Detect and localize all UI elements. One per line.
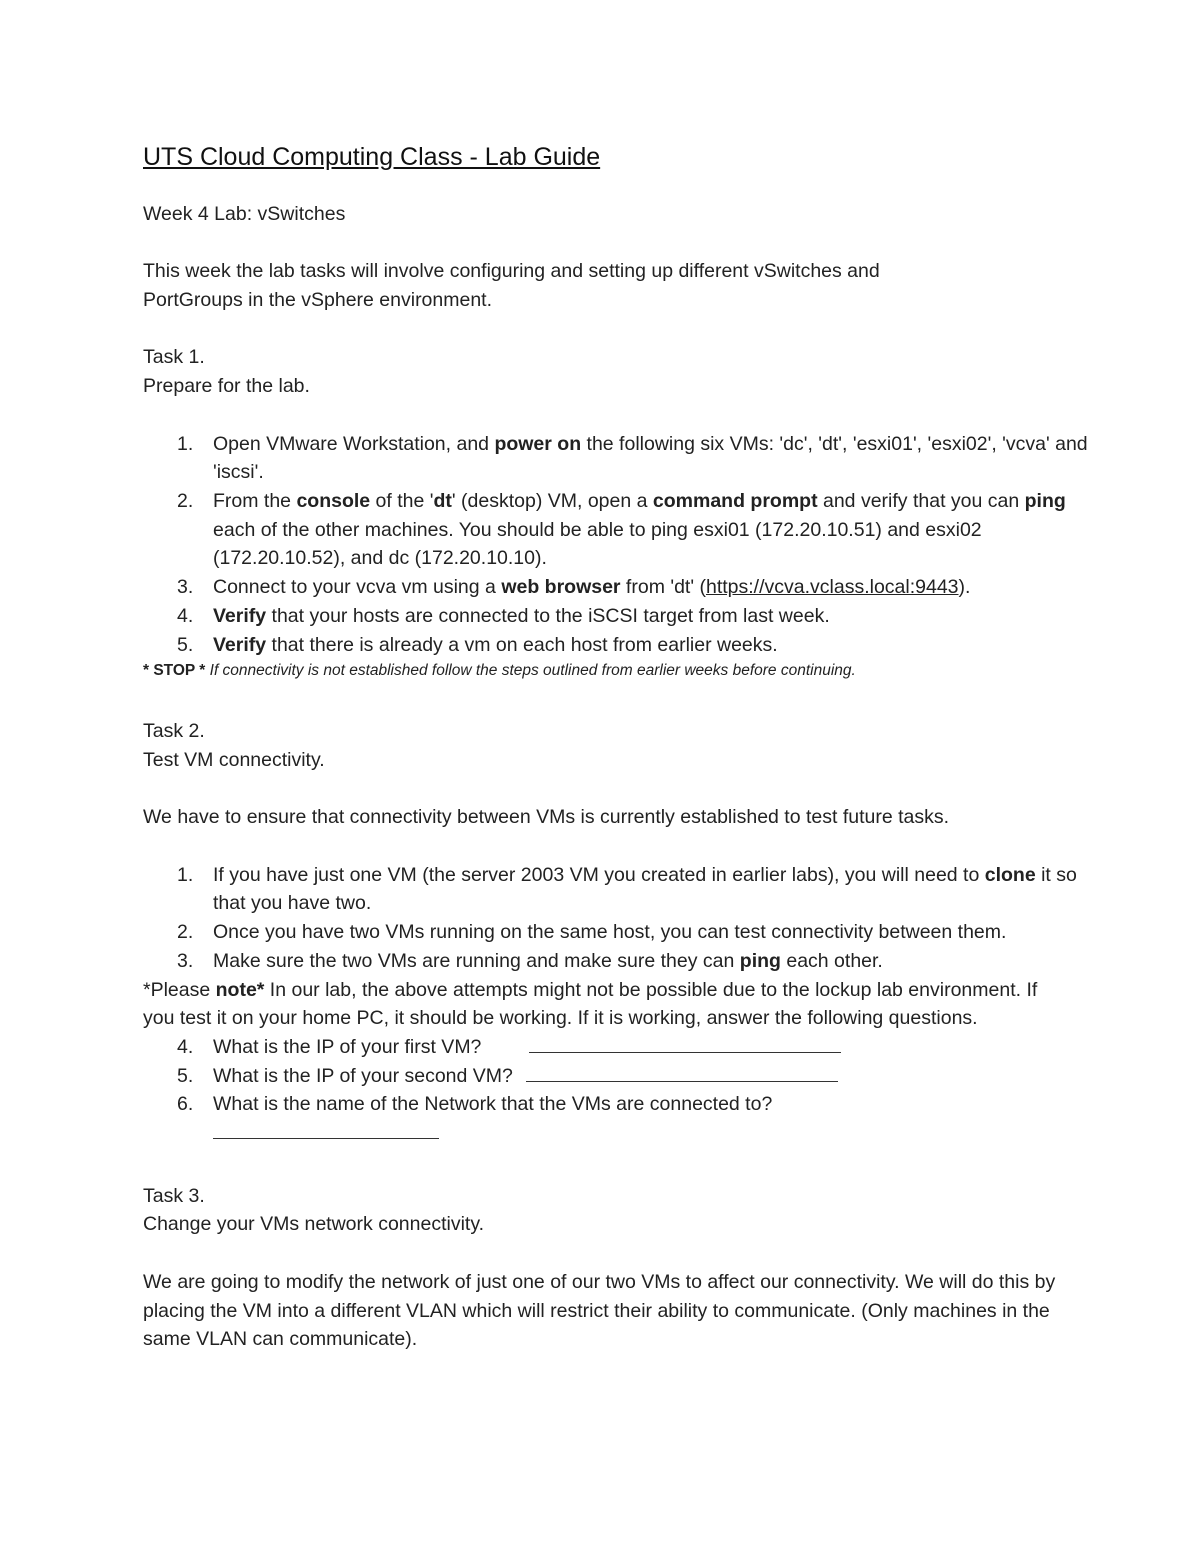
step-text: of the '	[370, 489, 434, 512]
task1-description: Prepare for the lab.	[143, 375, 310, 398]
item-number: 3.	[177, 576, 194, 599]
stop-note	[143, 661, 1103, 681]
answer-blank[interactable]	[526, 1063, 838, 1082]
lab-subtitle: Week 4 Lab: vSwitches	[143, 203, 346, 225]
list-item	[143, 861, 1103, 918]
stop-label: * STOP *	[143, 662, 206, 680]
note-keyword: note*	[215, 978, 265, 1001]
answer-blank[interactable]	[213, 1120, 439, 1139]
step-keyword: dt	[433, 489, 452, 512]
task2-description: Test VM connectivity.	[143, 748, 325, 771]
intro-paragraph: This week the lab tasks will involve configuring and setting up different vSwitches and PortGroups in the vSphere environment.	[143, 260, 880, 312]
step-text: that there is already a vm on each host from earlier weeks.	[266, 633, 778, 656]
task3-description: Change your VMs network connectivity.	[143, 1213, 485, 1236]
question-text: What is the IP of your first VM?	[213, 1035, 482, 1058]
step-keyword: ping	[1024, 489, 1066, 512]
stop-text: If connectivity is not established follow the steps outlined from earlier weeks before continuing.	[205, 662, 856, 680]
step-keyword: ping	[739, 949, 781, 972]
task2-heading: Task 2.	[143, 720, 205, 743]
list-item	[143, 947, 1103, 976]
please-note	[143, 976, 1043, 1033]
step-keyword: Verify	[213, 604, 267, 627]
step-text: from 'dt' (	[620, 576, 706, 599]
step-text: it so that you have two.	[213, 863, 1077, 915]
step-text: the following six VMs: 'dc', 'dt', 'esxi01', 'esxi02', 'vcva' and 'iscsi'.	[213, 432, 1088, 484]
item-number: 4.	[177, 1035, 194, 1058]
document-page	[143, 140, 1103, 1354]
task2-questions	[143, 1033, 1103, 1148]
list-item	[143, 602, 1103, 631]
question-item	[143, 1090, 1103, 1147]
document-title: UTS Cloud Computing Class - Lab Guide	[143, 143, 601, 171]
item-number: 2.	[177, 489, 194, 512]
question-text: What is the name of the Network that the VMs are connected to?	[213, 1093, 773, 1116]
task1-steps	[143, 430, 1103, 660]
question-item	[143, 1062, 1103, 1091]
step-text: ).	[958, 576, 971, 599]
step-text: From the	[213, 489, 297, 512]
item-number: 6.	[177, 1093, 194, 1116]
task3-heading: Task 3.	[143, 1184, 205, 1207]
vcva-link[interactable]: https://vcva.vclass.local:9443	[705, 576, 959, 599]
step-text: that your hosts are connected to the iSCSI target from last week.	[266, 604, 830, 627]
step-text: ' (desktop) VM, open a	[451, 489, 653, 512]
note-text: In our lab, the above attempts might not be possible due to the lockup lab environment. If you test it on your home PC, it should be working. If it is working, answer the following questions.	[143, 978, 1038, 1030]
question-text: What is the IP of your second VM?	[213, 1064, 513, 1087]
item-number: 5.	[177, 633, 194, 656]
task1-heading: Task 1.	[143, 346, 205, 369]
list-item	[143, 631, 1103, 660]
step-text: Once you have two VMs running on the same host, you can test connectivity between them.	[213, 921, 1007, 944]
step-text: Open VMware Workstation, and	[213, 432, 495, 455]
note-text: *Please	[143, 978, 216, 1001]
item-number: 1.	[177, 863, 194, 886]
step-keyword: command prompt	[652, 489, 818, 512]
answer-blank[interactable]	[529, 1034, 841, 1053]
task2-steps	[143, 861, 1103, 976]
item-number: 1.	[177, 432, 194, 455]
task2-intro: We have to ensure that connectivity between VMs is currently established to test future tasks.	[143, 806, 950, 829]
step-keyword: clone	[984, 863, 1036, 886]
list-item	[143, 918, 1103, 947]
step-keyword: web browser	[501, 576, 621, 599]
step-text: and verify that you can	[817, 489, 1025, 512]
step-text: each of the other machines. You should be able to ping esxi01 (172.20.10.51) and esxi02 (172.20.10.52), and dc (172.20.10.10).	[213, 518, 982, 570]
step-text: Connect to your vcva vm using a	[213, 576, 502, 599]
item-number: 2.	[177, 921, 194, 944]
step-keyword: Verify	[213, 633, 267, 656]
item-number: 5.	[177, 1064, 194, 1087]
item-number: 3.	[177, 949, 194, 972]
list-item	[143, 487, 1103, 573]
step-keyword: console	[296, 489, 371, 512]
list-item	[143, 573, 1103, 602]
step-text: Make sure the two VMs are running and make sure they can	[213, 949, 740, 972]
step-keyword: power on	[494, 432, 582, 455]
question-item	[143, 1033, 1103, 1062]
step-text: each other.	[780, 949, 883, 972]
task3-body: We are going to modify the network of just one of our two VMs to affect our connectivity. We will do this by placing the VM into a different VLAN which will restrict their ability to communicate. (Only machines in the same VLAN can communicate).	[143, 1270, 1056, 1351]
list-item	[143, 430, 1103, 487]
step-text: If you have just one VM (the server 2003 VM you created in earlier labs), you will need to	[213, 863, 985, 886]
item-number: 4.	[177, 604, 194, 627]
